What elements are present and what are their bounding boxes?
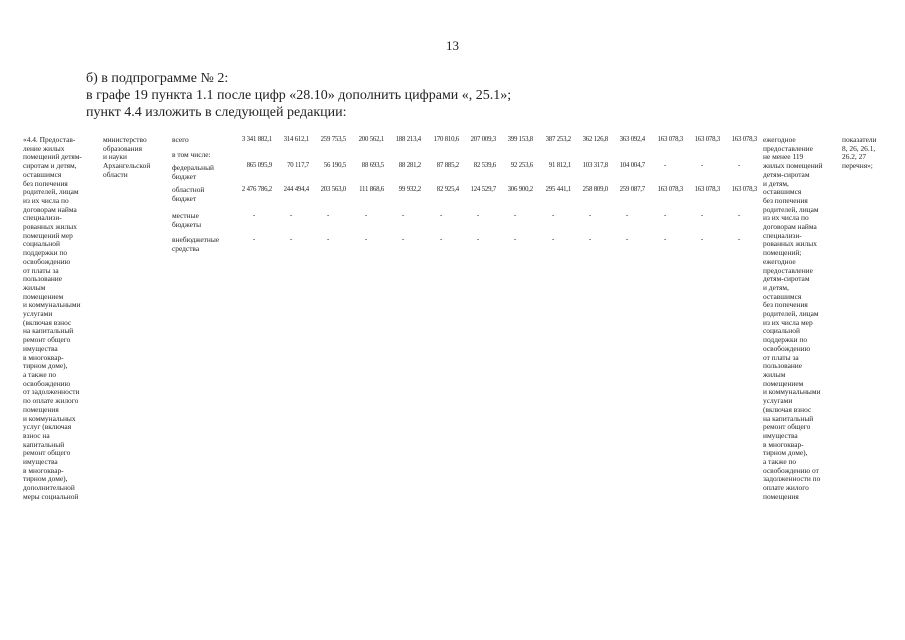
expected-result: ежегодное предоставление не менее 119 жилых помещений детям-сиротам и детям, оставшимся без попечения родителей, лицам из их числа по договорам найма специализи- рованных жилых помещений; ежегодное предоставление детям-сиротам и детям, оставшимся без попечения родителей, лицам из их числа мер социальной поддержки по освобождению от платы за пользование жилым помещением и коммунальными услугами (включая взнос на капитальный ремонт общего имущества в многоквар- тирном доме), а также по освобождению от задолженности по оплате жилого помещения: [763, 135, 823, 501]
value-local-5: -: [401, 212, 405, 219]
value-local-4: -: [364, 212, 368, 219]
value-total-12: 163 078,3: [657, 136, 683, 143]
value-total-4: 200 562,1: [358, 136, 384, 143]
value-offbudget-1: -: [252, 236, 256, 243]
value-total-11: 363 092,4: [619, 136, 645, 143]
indicators: показатели 8, 26, 26.1, 26.2, 27 перечня»;: [842, 135, 877, 171]
value-federal-9: 91 812,1: [548, 162, 571, 169]
value-regional-2: 244 494,4: [283, 186, 309, 193]
value-federal-2: 70 117,7: [287, 162, 309, 169]
value-regional-12: 163 078,3: [657, 186, 683, 193]
source-offbudget: внебюджетные средства: [172, 235, 220, 253]
value-local-2: -: [289, 212, 293, 219]
value-offbudget-3: -: [326, 236, 330, 243]
value-total-10: 362 126,8: [582, 136, 608, 143]
intro-line-1: б) в подпрограмме № 2:: [86, 71, 229, 86]
value-offbudget-13: -: [700, 236, 704, 243]
value-regional-7: 124 529,7: [470, 186, 496, 193]
value-federal-6: 87 885,2: [436, 162, 459, 169]
value-federal-14: -: [737, 162, 741, 169]
value-total-14: 163 078,3: [731, 136, 757, 143]
value-offbudget-14: -: [737, 236, 741, 243]
value-regional-9: 295 441,1: [545, 186, 571, 193]
value-offbudget-6: -: [439, 236, 443, 243]
value-offbudget-8: -: [513, 236, 517, 243]
value-regional-5: 99 932,2: [398, 186, 421, 193]
value-regional-13: 163 078,3: [694, 186, 720, 193]
value-federal-12: -: [663, 162, 667, 169]
intro-line-2: в графе 19 пункта 1.1 после цифр «28.10» дополнить цифрами «, 25.1»;: [86, 88, 512, 103]
intro-text: [86, 70, 511, 121]
value-total-2: 314 612,1: [283, 136, 309, 143]
value-offbudget-5: -: [401, 236, 405, 243]
value-federal-3: 56 190,5: [323, 162, 346, 169]
value-total-7: 207 009,3: [470, 136, 496, 143]
value-local-12: -: [663, 212, 667, 219]
value-total-9: 387 253,2: [545, 136, 571, 143]
value-offbudget-2: -: [289, 236, 293, 243]
source-total: всего: [172, 135, 189, 144]
value-local-14: -: [737, 212, 741, 219]
value-offbudget-9: -: [551, 236, 555, 243]
value-local-8: -: [513, 212, 517, 219]
value-federal-7: 82 539,6: [473, 162, 496, 169]
intro-line-3: пункт 4.4 изложить в следующей редакции:: [86, 105, 347, 120]
value-total-1: 3 341 882,1: [241, 136, 272, 143]
value-local-13: -: [700, 212, 704, 219]
value-local-6: -: [439, 212, 443, 219]
value-local-1: -: [252, 212, 256, 219]
value-regional-6: 82 925,4: [436, 186, 459, 193]
value-regional-11: 259 087,7: [619, 186, 645, 193]
source-regional: областной бюджет: [172, 185, 205, 203]
value-total-8: 399 153,8: [507, 136, 533, 143]
value-offbudget-11: -: [625, 236, 629, 243]
value-offbudget-10: -: [588, 236, 592, 243]
value-regional-10: 258 809,0: [582, 186, 608, 193]
value-offbudget-4: -: [364, 236, 368, 243]
value-federal-8: 92 253,6: [510, 162, 533, 169]
value-federal-11: 104 004,7: [619, 162, 645, 169]
value-federal-1: 865 095,9: [246, 162, 272, 169]
value-regional-14: 163 078,3: [731, 186, 757, 193]
source-local: местные бюджеты: [172, 211, 202, 229]
value-federal-10: 103 317,8: [582, 162, 608, 169]
value-offbudget-7: -: [476, 236, 480, 243]
source-federal: федеральный бюджет: [172, 163, 214, 181]
value-regional-8: 306 900,2: [507, 186, 533, 193]
page-number: 13: [446, 38, 459, 53]
value-total-5: 188 213,4: [395, 136, 421, 143]
value-local-9: -: [551, 212, 555, 219]
value-total-3: 259 753,5: [320, 136, 346, 143]
value-federal-13: -: [700, 162, 704, 169]
measure-name: «4.4. Предостав- ление жилых помещений детям- сиротам и детям, оставшимся без попечения родителей, лицам из их числа по договорам найма специализи- рованных жилых помещений мер социальной поддержки по освобождению от платы за пользование жилым помещением и коммунальными услугами (включая взнос на капитальный ремонт общего имущества в многоквар- тирном доме), а также по освобождению от задолженности по оплате жилого помещения и коммунальных услуг (включая взнос на капитальный ремонт общего имущества в многоквар- тирном доме), дополнительной меры социальной: [23, 135, 82, 501]
value-local-7: -: [476, 212, 480, 219]
value-federal-5: 88 281,2: [398, 162, 421, 169]
value-local-10: -: [588, 212, 592, 219]
value-regional-4: 111 868,6: [359, 186, 384, 193]
value-total-13: 163 078,3: [694, 136, 720, 143]
value-total-6: 170 810,6: [433, 136, 459, 143]
value-offbudget-12: -: [663, 236, 667, 243]
value-federal-4: 88 693,5: [361, 162, 384, 169]
value-regional-3: 203 563,0: [320, 186, 346, 193]
value-local-3: -: [326, 212, 330, 219]
executor: министерство образования и науки Архангельской области: [103, 135, 151, 179]
value-regional-1: 2 476 786,2: [241, 186, 272, 193]
source-including: в том числе:: [172, 150, 211, 159]
value-local-11: -: [625, 212, 629, 219]
